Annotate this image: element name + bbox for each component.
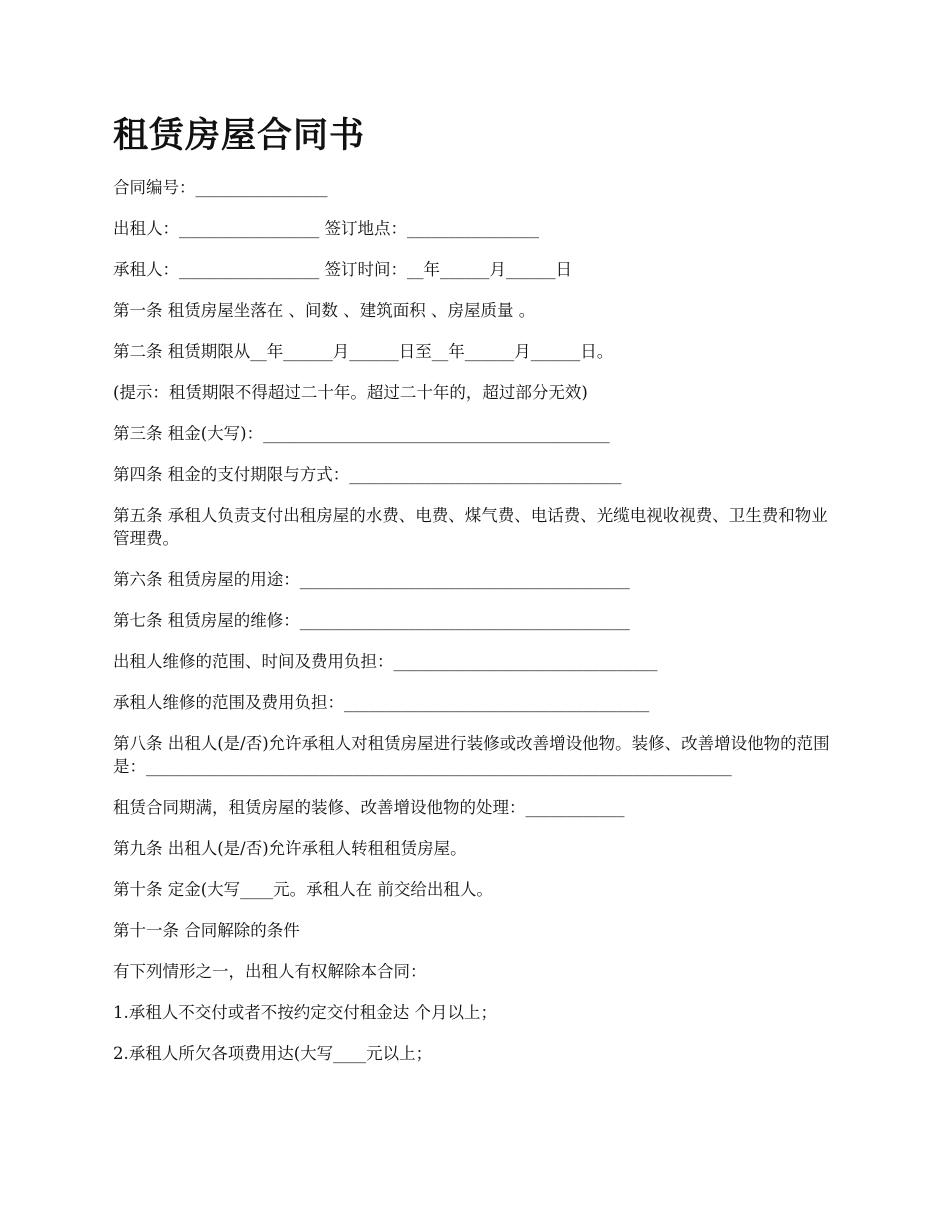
article-7: 第七条 租赁房屋的维修：________________________________________ (113, 611, 630, 630)
termination-intro: 有下列情形之一，出租人有权解除本合同： (113, 962, 427, 981)
article-2: 第二条 租赁期限从__年______月______日至__年______月______日。 (113, 342, 614, 361)
lessor-line: 出租人：_________________ 签订地点：________________ (113, 219, 539, 238)
lessee-line: 承租人：_________________ 签订时间：__年______月______日 (113, 260, 572, 279)
lessor-repair-line: 出租人维修的范围、时间及费用负担：________________________________ (113, 652, 658, 671)
article-8: 第八条 出租人(是/否)允许承租人对租赁房屋进行装修或改善增设他物。装修、改善增设他物的范围是：_______________________________________________________________________ (113, 734, 830, 776)
article-6: 第六条 租赁房屋的用途：________________________________________ (113, 570, 630, 589)
article-5: 第五条 承租人负责支付出租房屋的水费、电费、煤气费、电话费、光缆电视收视费、卫生费和物业管理费。 (113, 506, 828, 548)
contract-document (113, 110, 843, 1083)
lease-expiry-line: 租赁合同期满，租赁房屋的装修、改善增设他物的处理：____________ (113, 798, 625, 817)
article-4: 第四条 租金的支付期限与方式：_________________________________ (113, 465, 622, 484)
contract-number-line: 合同编号：________________ (113, 178, 328, 197)
article-11: 第十一条 合同解除的条件 (113, 921, 300, 940)
article-1: 第一条 租赁房屋坐落在 、间数 、建筑面积 、房屋质量 。 (113, 301, 536, 320)
article-3: 第三条 租金(大写)：__________________________________________ (113, 424, 610, 443)
termination-item-2: 2.承租人所欠各项费用达(大写____元以上； (113, 1044, 433, 1063)
lessee-repair-line: 承租人维修的范围及费用负担：_____________________________________ (113, 693, 650, 712)
article-10: 第十条 定金(大写____元。承租人在 前交给出租人。 (113, 880, 493, 899)
termination-item-1: 1.承租人不交付或者不按约定交付租金达 个月以上； (113, 1003, 497, 1022)
document-title: 租赁房屋合同书 (113, 115, 366, 156)
article-9: 第九条 出租人(是/否)允许承租人转租租赁房屋。 (113, 839, 467, 858)
lease-term-note: (提示：租赁期限不得超过二十年。超过二十年的，超过部分无效) (113, 383, 588, 402)
